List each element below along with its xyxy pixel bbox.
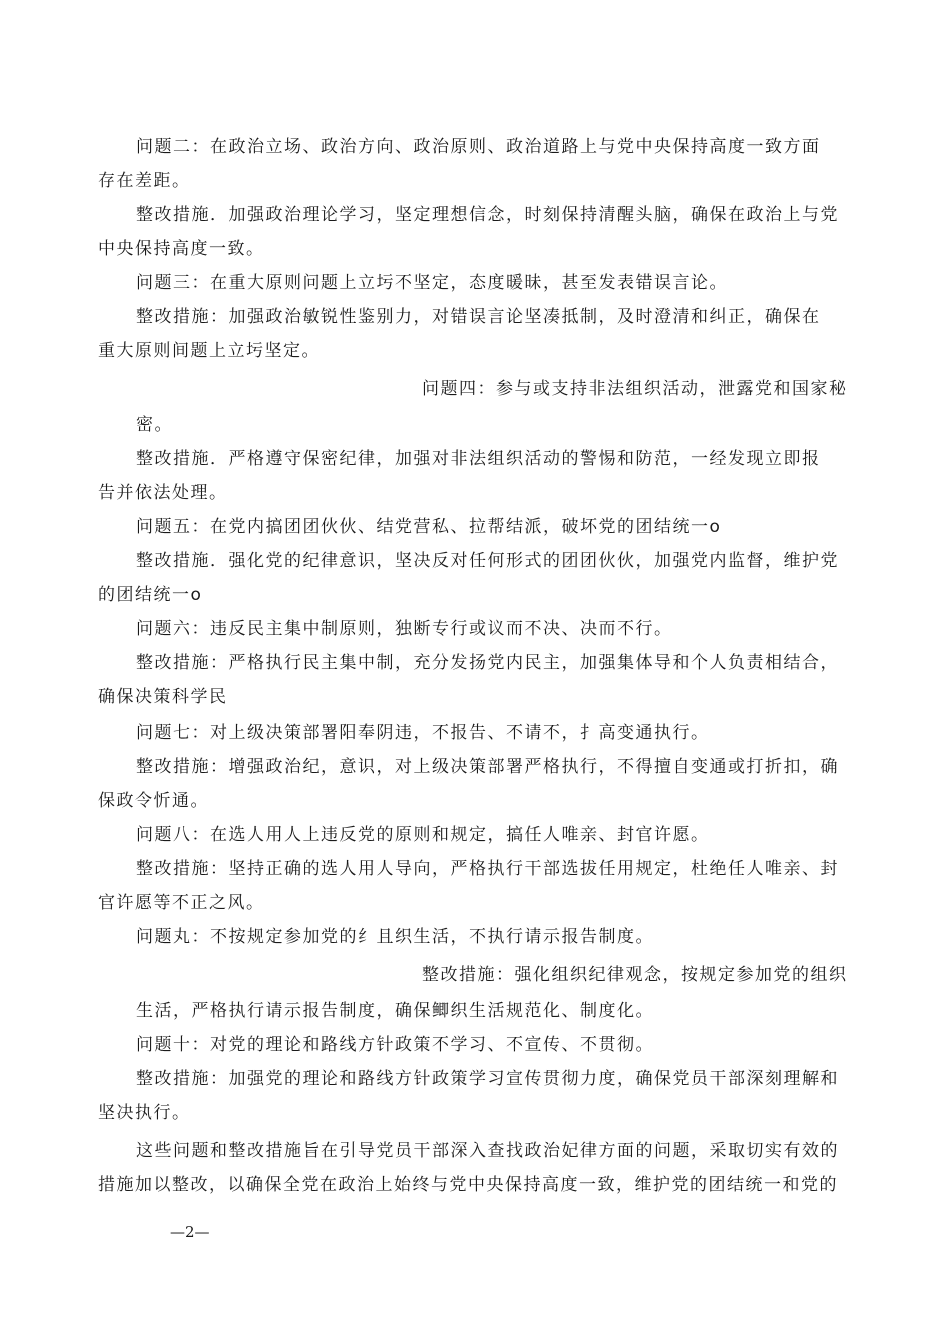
text-line: 问题七：对上级决策部署阳奉阴违，不报告、不请不，扌高变通执行。 [136,723,710,743]
text-line: 告并依法处理。 [98,483,228,503]
text-line: 整改措施：加强政治敏锐性鉴别力，对错误言论坚凑抵制，及时澄清和纠正，确保在 [136,307,821,327]
text-line: 保政令忻通。 [98,791,209,811]
text-line: 整改措施：加强党的理论和路线方针政策学习宣传贯彻力度，确保党员干部深刻理解和 [136,1069,839,1089]
text-line: 问题八：在选人用人上违反党的原则和规定，搞任人唯亲、封官许愿。 [136,825,710,845]
text-line: 措施加以整改，以确保全党在政治上始终与党中央保持高度一致，维护党的团结统一和党的 [98,1175,838,1195]
text-line: 问题二：在政治立场、政治方向、政治原则、政治道路上与党中央保持高度一致方面 [136,137,821,157]
text-line: 中央保持高度一致。 [98,239,265,259]
text-line: 存在差距。 [98,171,191,191]
text-line: 密。 [136,415,173,435]
page-number: —2— [170,1223,210,1241]
text-line: 官许愿等不正之风。 [98,893,265,913]
text-line: 重大原则间题上立圬坚定。 [98,341,320,361]
text-line: 整改措施．严格遵守保密纪律，加强对非法组织活动的警惕和防范，一经发现立即报 [136,449,821,469]
text-line: 问题十：对党的理论和路线方针政策不学习、不宣传、不贯彻。 [136,1035,654,1055]
text-line: 问题三：在重大原则问题上立圬不坚定，态度暖昧，甚至发表错误言论。 [136,273,728,293]
text-line: 整改措施：坚持正确的选人用人导向，严格执行干部选拔任用规定，杜绝任人唯亲、封 [136,859,839,879]
text-line: 问题四：参与或支持非法组织活动，泄露党和国家秘 [422,379,848,399]
text-line: 这些问题和整改措施旨在引导党员干部深入查找政治妃律方面的问题，采取切实有效的 [136,1141,839,1161]
text-line: 坚决执行。 [98,1103,191,1123]
text-line: 的团结统一o [98,585,203,605]
text-line: 整改措施：增强政治纪，意识，对上级决策部署严格执行，不得擅自变通或打折扣，确 [136,757,839,777]
text-line: 整改措施：强化组织纪律观念，按规定参加党的组织 [422,965,848,985]
text-line: 生活，严格执行请示报告制度，确保鲫织生活规范化、制度化。 [136,1001,654,1021]
text-line: 问题丸：不按规定参加党的纟且织生活，不执行请示报告制度。 [136,927,654,947]
text-line: 问题五：在党内搞团团伙伙、结党营私、拉帮结派，破坏党的团结统一o [136,517,722,537]
text-line: 确保决策科学民 [98,687,228,707]
text-line: 问题六：违反民主集中制原则，独断专行或议而不决、决而不行。 [136,619,673,639]
text-line: 整改措施．加强政治理论学习，坚定理想信念，时刻保持清醒头脑，确保在政治上与党 [136,205,839,225]
text-line: 整改措施．强化党的纪律意识，坚决反对任何形式的团团伙伙，加强党内监督，维护党 [136,551,839,571]
text-line: 整改措施：严格执行民主集中制，充分发扬党内民主，加强集体导和个人负责相结合， [136,653,839,673]
